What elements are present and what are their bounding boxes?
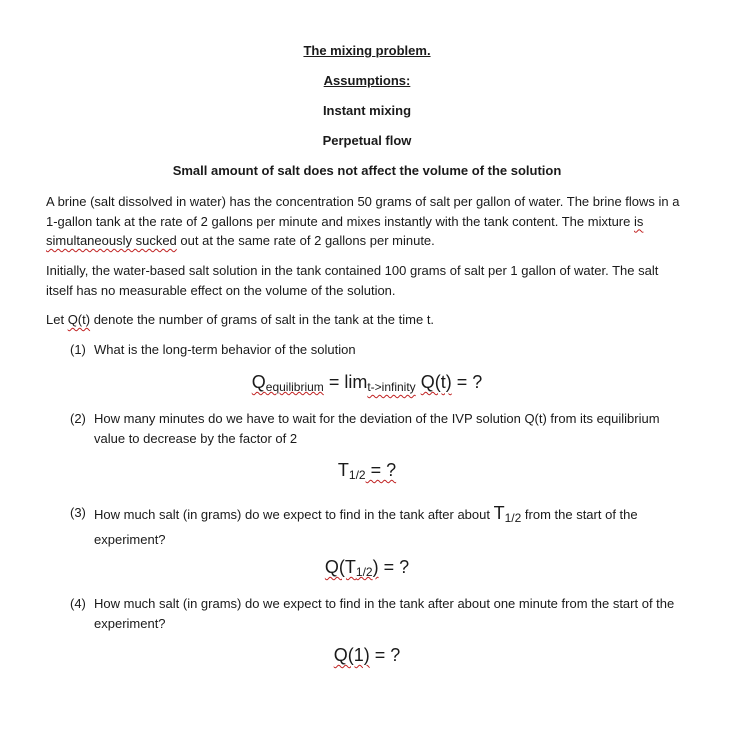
assumptions-heading: Assumptions: — [323, 73, 411, 88]
question-4-number: (4) — [70, 596, 86, 611]
eq4-q: Q(1) — [333, 645, 370, 665]
equation-2 — [0, 460, 734, 482]
paragraph-definition — [46, 310, 686, 330]
definition-qt: Q(t) — [67, 312, 91, 327]
question-1 — [70, 340, 690, 360]
eq1-qt: Q(t) — [420, 372, 452, 392]
eq1-q-letter: Q — [251, 372, 266, 392]
eq2-sub: 1/2 — [348, 468, 366, 482]
eq1-q-sub: equilibrium — [265, 380, 324, 394]
eq1-equals: = — [323, 372, 345, 392]
eq4-tail: = ? — [369, 645, 401, 665]
question-2-text: How many minutes do we have to wait for the deviation of the IVP solution Q(t) from its equilibrium value to decrease by the factor of 2 — [94, 411, 660, 446]
question-3-text-b: from the start of the experiment? — [94, 507, 638, 547]
question-3-text-a: How much salt (in grams) do we expect to find in the tank after about — [94, 507, 494, 522]
question-3-number: (3) — [70, 505, 86, 520]
equation-3 — [0, 557, 734, 579]
question-2-number: (2) — [70, 411, 86, 426]
question-4-text: How much salt (in grams) do we expect to find in the tank after about one minute from the start of the experiment? — [94, 596, 675, 631]
eq2-t: T — [337, 460, 349, 480]
page-title: The mixing problem. — [303, 43, 431, 58]
assumption-salt-volume: Small amount of salt does not affect the volume of the solution — [172, 163, 562, 178]
eq3-q — [325, 557, 379, 577]
eq3-sub: 1/2 — [355, 565, 373, 579]
question-2 — [70, 409, 690, 448]
assumption-instant-mixing: Instant mixing — [322, 103, 412, 118]
question-4 — [70, 594, 690, 633]
definition-part-c: denote the number of grams of salt in the tank at the time t. — [90, 312, 435, 327]
assumption-perpetual-flow: Perpetual flow — [322, 133, 412, 148]
question-1-text: What is the long-term behavior of the solution — [94, 342, 356, 357]
paragraph-brine-part-a: A brine (salt dissolved in water) has the concentration 50 grams of salt per gallon of water. The brine flows in a 1-gallon tank at the rate of 2 gallons per minute and mixes instantly with the tank content. The mixture — [46, 194, 680, 229]
question-3-text — [94, 502, 690, 551]
question-1-number: (1) — [70, 342, 86, 357]
paragraph-initial: Initially, the water-based salt solution in the tank contained 100 grams of salt per 1 gallon of water. The salt itself has no measurable effect on the volume of the solution. — [46, 263, 659, 298]
eq2-tail: = ? — [365, 460, 397, 480]
equation-1 — [0, 372, 734, 394]
question-3-t-sub: 1/2 — [504, 511, 522, 525]
question-3-t — [494, 503, 522, 523]
eq1-lim-sub: t->infinity — [367, 380, 416, 394]
paragraph-brine — [46, 192, 686, 251]
spellcheck-phrase: is simultaneously sucked — [46, 213, 644, 248]
eq1-tail: = ? — [451, 372, 483, 392]
question-3 — [70, 502, 690, 551]
equation-4 — [0, 645, 734, 666]
eq1-lim: lim — [344, 372, 368, 392]
definition-part-a: Let — [46, 312, 68, 327]
paragraph-brine-part-c: out at the same rate of 2 gallons per minute. — [176, 233, 435, 248]
eq1-q — [252, 372, 324, 392]
eq3-tail: = ? — [378, 557, 410, 577]
question-3-t-letter: T — [493, 503, 505, 523]
eq3-q-open: Q(T — [324, 557, 356, 577]
eq3-close: ) — [372, 557, 379, 577]
